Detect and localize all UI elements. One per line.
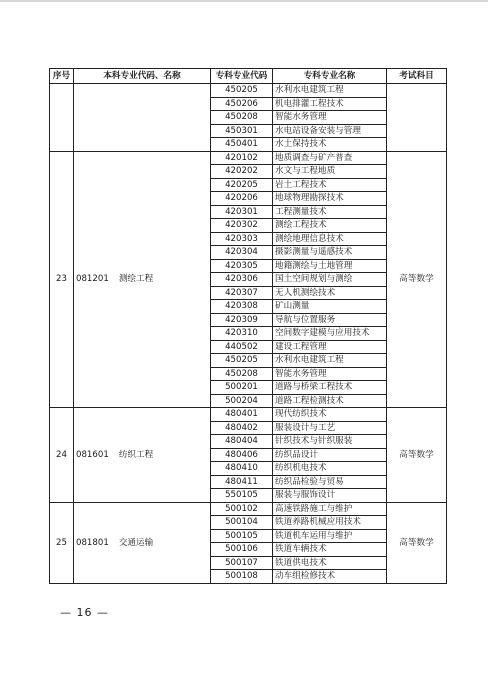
college-major-code: 420304: [211, 246, 273, 260]
college-major-name: 铁道机车运用与维护: [273, 529, 387, 543]
college-major-name: 智能水务管理: [273, 367, 387, 381]
college-major-name: 机电排灌工程技术: [273, 97, 387, 111]
undergrad-major-cell: [74, 84, 211, 152]
college-major-code: 500204: [211, 394, 273, 408]
college-major-name: 工程测量技术: [273, 205, 387, 219]
college-major-name: 现代纺织技术: [273, 408, 387, 422]
college-major-code: 500106: [211, 543, 273, 557]
table-row: [50, 408, 447, 422]
seq-cell: [50, 84, 74, 152]
table-row: [50, 151, 447, 165]
undergrad-major-code: 081601: [76, 449, 109, 460]
college-major-name: 国土空间规划与测绘: [273, 273, 387, 287]
college-major-name: 服装设计与工艺: [273, 421, 387, 435]
seq-cell: 24: [50, 408, 74, 503]
page-top-border: [0, 0, 488, 2]
college-major-code: 450205: [211, 354, 273, 368]
college-major-name: 地球物理勘探技术: [273, 192, 387, 206]
college-major-code: 450401: [211, 138, 273, 152]
college-major-code: 480410: [211, 462, 273, 476]
college-major-code: 480401: [211, 408, 273, 422]
college-major-name: 水利水电建筑工程: [273, 84, 387, 98]
undergrad-major-name: 交通运输: [118, 537, 154, 548]
header-seq: 序号: [50, 69, 74, 84]
college-major-code: 420310: [211, 327, 273, 341]
header-undergrad-major: 本科专业代码、名称: [74, 69, 211, 84]
college-major-name: 水电站设备安装与管理: [273, 124, 387, 138]
college-major-name: 无人机测绘技术: [273, 286, 387, 300]
college-major-code: 420306: [211, 273, 273, 287]
college-major-code: 500201: [211, 381, 273, 395]
college-major-name: 针织技术与针织服装: [273, 435, 387, 449]
college-major-name: 矿山测量: [273, 300, 387, 314]
college-major-name: 高速铁路施工与维护: [273, 502, 387, 516]
college-major-code: 450205: [211, 84, 273, 98]
college-major-code: 420206: [211, 192, 273, 206]
college-major-name: 建设工程管理: [273, 340, 387, 354]
college-major-code: 550105: [211, 489, 273, 503]
college-major-name: 水土保持技术: [273, 138, 387, 152]
college-major-code: 420205: [211, 178, 273, 192]
college-major-name: 水利水电建筑工程: [273, 354, 387, 368]
college-major-name: 服装与服饰设计: [273, 489, 387, 503]
college-major-code: 420308: [211, 300, 273, 314]
college-major-name: 铁道供电技术: [273, 556, 387, 570]
college-major-code: 480402: [211, 421, 273, 435]
college-major-code: 480411: [211, 475, 273, 489]
exam-subject-cell: 高等数学: [387, 151, 447, 408]
table-header-row: [50, 69, 447, 84]
table-body: [50, 84, 447, 584]
college-major-code: 450301: [211, 124, 273, 138]
exam-subject-cell: [387, 84, 447, 152]
college-major-code: 420307: [211, 286, 273, 300]
college-major-name: 地质调查与矿产普查: [273, 151, 387, 165]
undergrad-major-name: 纺织工程: [118, 449, 154, 460]
college-major-name: 地籍测绘与土地管理: [273, 259, 387, 273]
header-exam-subject: 考试科目: [387, 69, 447, 84]
college-major-name: 导航与位置服务: [273, 313, 387, 327]
table-row: [50, 84, 447, 98]
college-major-code: 500105: [211, 529, 273, 543]
college-major-name: 水文与工程地质: [273, 165, 387, 179]
college-major-code: 420102: [211, 151, 273, 165]
header-college-name: 专科专业名称: [273, 69, 387, 84]
college-major-name: 铁道车辆技术: [273, 543, 387, 557]
page-number: — 16 —: [60, 606, 109, 619]
college-major-code: 420303: [211, 232, 273, 246]
undergrad-major-cell: [74, 502, 211, 583]
major-mapping-table: [49, 68, 447, 584]
college-major-code: 500108: [211, 570, 273, 584]
exam-subject-cell: 高等数学: [387, 502, 447, 583]
undergrad-major-code: 081801: [76, 537, 109, 548]
college-major-code: 480404: [211, 435, 273, 449]
college-major-name: 测绘地理信息技术: [273, 232, 387, 246]
seq-cell: 25: [50, 502, 74, 583]
table-row: [50, 502, 447, 516]
header-college-code: 专科专业代码: [211, 69, 273, 84]
seq-cell: 23: [50, 151, 74, 408]
college-major-name: 纺织品设计: [273, 448, 387, 462]
undergrad-major-name: 测绘工程: [118, 274, 154, 285]
college-major-name: 道路工程检测技术: [273, 394, 387, 408]
college-major-code: 420301: [211, 205, 273, 219]
undergrad-major-code: 081201: [76, 274, 109, 285]
college-major-code: 500107: [211, 556, 273, 570]
college-major-code: 420302: [211, 219, 273, 233]
college-major-name: 测绘工程技术: [273, 219, 387, 233]
college-major-code: 500102: [211, 502, 273, 516]
college-major-name: 动车组检修技术: [273, 570, 387, 584]
college-major-code: 500104: [211, 516, 273, 530]
college-major-name: 空间数字建模与应用技术: [273, 327, 387, 341]
undergrad-major-cell: [74, 151, 211, 408]
college-major-name: 摄影测量与遥感技术: [273, 246, 387, 260]
college-major-code: 420202: [211, 165, 273, 179]
college-major-name: 岩土工程技术: [273, 178, 387, 192]
undergrad-major-cell: [74, 408, 211, 503]
college-major-name: 铁道养路机械应用技术: [273, 516, 387, 530]
college-major-code: 420305: [211, 259, 273, 273]
college-major-name: 纺织机电技术: [273, 462, 387, 476]
exam-subject-cell: 高等数学: [387, 408, 447, 503]
college-major-code: 420309: [211, 313, 273, 327]
college-major-name: 智能水务管理: [273, 111, 387, 125]
college-major-code: 450208: [211, 111, 273, 125]
college-major-name: 纺织品检验与贸易: [273, 475, 387, 489]
college-major-code: 440502: [211, 340, 273, 354]
college-major-code: 450208: [211, 367, 273, 381]
college-major-code: 450206: [211, 97, 273, 111]
college-major-name: 道路与桥梁工程技术: [273, 381, 387, 395]
college-major-code: 480406: [211, 448, 273, 462]
